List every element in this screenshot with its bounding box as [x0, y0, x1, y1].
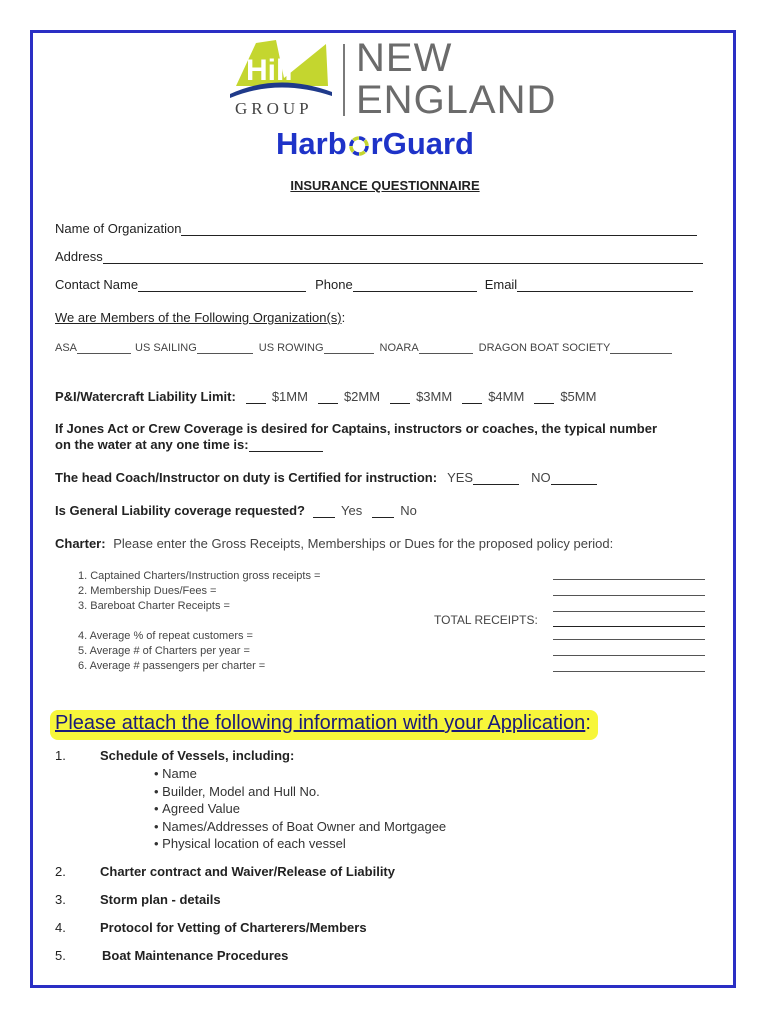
- total-receipts-label: TOTAL RECEIPTS:: [434, 613, 538, 627]
- org-noara: NOARA: [379, 342, 419, 354]
- page-title: [0, 178, 770, 193]
- jones-act-line1: If Jones Act or Crew Coverage is desired for Captains, instructors or coaches, the typical number: [55, 421, 658, 436]
- organization-row: [55, 221, 697, 236]
- harborguard-prefix: Harb: [276, 126, 347, 161]
- attach-item-3: [55, 892, 221, 907]
- harborguard-suffix: rGuard: [370, 126, 474, 161]
- logo-hill-text: Hill: [246, 54, 293, 87]
- general-liability-no-field[interactable]: [372, 505, 394, 518]
- liability-5mm: $5MM: [560, 389, 597, 404]
- members-heading-colon: :: [341, 310, 346, 325]
- address-label: Address: [55, 249, 103, 264]
- total-receipts-field[interactable]: [553, 614, 705, 627]
- jones-act-field[interactable]: [249, 439, 323, 452]
- charter-item-1: 1. Captained Charters/Instruction gross receipts =: [78, 570, 321, 582]
- phone-field[interactable]: [353, 279, 477, 292]
- general-liability-no: No: [400, 503, 417, 518]
- email-label: Email: [484, 277, 518, 292]
- general-liability-row: [55, 503, 417, 518]
- general-liability-yes: Yes: [340, 503, 363, 518]
- vessel-bullet-5: • Physical location of each vessel: [154, 836, 346, 851]
- jones-act-line2-row: [55, 437, 323, 452]
- attach-item-4-num: 4.: [55, 920, 66, 935]
- liability-3mm-field[interactable]: [390, 391, 410, 404]
- liability-1mm: $1MM: [271, 389, 308, 404]
- attach-heading-text: Please attach the following information with your Application: [55, 712, 586, 734]
- vessel-bullet-4-text: Names/Addresses of Boat Owner and Mortgagee: [162, 818, 447, 834]
- charter-item-6-field[interactable]: [553, 659, 705, 672]
- logo-group-text: GROUP: [235, 99, 313, 118]
- org-us-sailing-field[interactable]: [197, 343, 253, 354]
- attach-heading: [55, 712, 591, 735]
- charter-row: [55, 536, 613, 551]
- vessel-bullet-3-text: Agreed Value: [162, 801, 240, 816]
- attach-item-1-num: 1.: [55, 748, 66, 763]
- charter-item-1-field[interactable]: [553, 567, 705, 580]
- attach-item-3-num: 3.: [55, 892, 66, 907]
- attach-item-5-text: Boat Maintenance Procedures: [102, 948, 289, 963]
- contact-row: [55, 277, 693, 292]
- charter-item-2-field[interactable]: [553, 583, 705, 596]
- charter-item-4: 4. Average % of repeat customers =: [78, 630, 253, 642]
- harborguard-logo: [276, 126, 474, 162]
- vessel-bullet-4: • Names/Addresses of Boat Owner and Mortgagee: [154, 818, 447, 834]
- coach-yes-field[interactable]: [473, 472, 519, 485]
- attach-item-1-text: Schedule of Vessels, including:: [100, 748, 295, 763]
- vessel-bullet-3: • Agreed Value: [154, 801, 240, 816]
- charter-fields-b: [553, 627, 707, 672]
- logo-new-text: NEW: [356, 36, 453, 80]
- organization-label: Name of Organization: [55, 221, 182, 236]
- address-row: [55, 249, 703, 264]
- org-noara-field[interactable]: [419, 343, 473, 354]
- phone-label: Phone: [315, 277, 353, 292]
- vessel-bullet-2: • Builder, Model and Hull No.: [154, 783, 320, 799]
- life-ring-icon: [348, 135, 370, 157]
- charter-item-4-field[interactable]: [553, 627, 705, 640]
- charter-item-6: 6. Average # passengers per charter =: [78, 660, 266, 672]
- charter-item-5-field[interactable]: [553, 643, 705, 656]
- title-text: INSURANCE QUESTIONNAIRE: [290, 178, 480, 193]
- liability-5mm-field[interactable]: [534, 391, 554, 404]
- charter-item-2: 2. Membership Dues/Fees =: [78, 585, 217, 597]
- general-liability-yes-field[interactable]: [313, 505, 335, 518]
- coach-no: NO: [531, 470, 551, 485]
- coach-row: [55, 470, 597, 485]
- org-asa-field[interactable]: [77, 343, 131, 354]
- liability-2mm: $2MM: [343, 389, 381, 404]
- attach-item-4: [55, 920, 367, 935]
- members-heading: [55, 310, 345, 325]
- vessel-bullet-list: [154, 765, 446, 853]
- org-dragon-boat-field[interactable]: [610, 343, 672, 354]
- email-field[interactable]: [517, 279, 693, 292]
- jones-act-line2: on the water at any one time is:: [55, 437, 249, 452]
- org-us-sailing: US SAILING: [135, 342, 197, 354]
- vessel-bullet-1: • Name: [154, 766, 197, 781]
- charter-text: Please enter the Gross Receipts, Memberships or Dues for the proposed policy period:: [113, 536, 614, 551]
- liability-4mm-field[interactable]: [462, 391, 482, 404]
- attach-item-2-num: 2.: [55, 864, 66, 879]
- charter-item-5: 5. Average # of Charters per year =: [78, 645, 250, 657]
- org-us-rowing-field[interactable]: [324, 343, 374, 354]
- vessel-bullet-1-text: Name: [162, 766, 197, 781]
- coach-colon: :: [432, 470, 438, 485]
- liability-label: P&I/Watercraft Liability Limit:: [55, 389, 236, 404]
- logo-england-text: ENGLAND: [356, 78, 557, 122]
- vessel-bullet-5-text: Physical location of each vessel: [162, 836, 346, 851]
- general-liability-label: Is General Liability coverage requested?: [55, 503, 305, 518]
- members-heading-text: We are Members of the Following Organization(s): [55, 310, 342, 325]
- contact-field[interactable]: [138, 279, 306, 292]
- attach-item-2-text: Charter contract and Waiver/Release of Liability: [100, 864, 395, 879]
- organization-field[interactable]: [181, 223, 697, 236]
- coach-no-field[interactable]: [551, 472, 597, 485]
- charter-fields-a: [553, 567, 707, 612]
- attach-item-3-text: Storm plan - details: [100, 892, 221, 907]
- coach-yes: YES: [447, 470, 474, 485]
- contact-label: Contact Name: [55, 277, 139, 292]
- attach-item-1: [55, 748, 555, 763]
- liability-row: [55, 389, 596, 404]
- charter-list-a: [78, 569, 418, 614]
- charter-item-3-field[interactable]: [553, 599, 705, 612]
- members-orgs-row: [55, 342, 672, 354]
- attach-item-5: [55, 948, 288, 963]
- attach-heading-colon: :: [585, 712, 591, 734]
- liability-2mm-field[interactable]: [318, 391, 338, 404]
- liability-4mm: $4MM: [488, 389, 525, 404]
- attach-item-4-text: Protocol for Vetting of Charterers/Members: [100, 920, 367, 935]
- logo-divider: [343, 44, 345, 116]
- org-asa: ASA: [55, 342, 78, 354]
- attach-item-2: [55, 864, 395, 879]
- coach-label: The head Coach/Instructor on duty is Certified for instruction: [55, 470, 433, 485]
- charter-item-3: 3. Bareboat Charter Receipts =: [78, 600, 230, 612]
- liability-1mm-field[interactable]: [246, 391, 266, 404]
- attach-item-5-num: 5.: [55, 948, 66, 963]
- address-field[interactable]: [103, 251, 703, 264]
- org-dragon-boat: DRAGON BOAT SOCIETY: [478, 342, 611, 354]
- vessel-bullet-2-text: Builder, Model and Hull No.: [162, 783, 320, 799]
- org-us-rowing: US ROWING: [258, 342, 324, 354]
- charter-list-b: [78, 629, 418, 674]
- charter-label: Charter:: [55, 536, 106, 551]
- liability-3mm: $3MM: [416, 389, 453, 404]
